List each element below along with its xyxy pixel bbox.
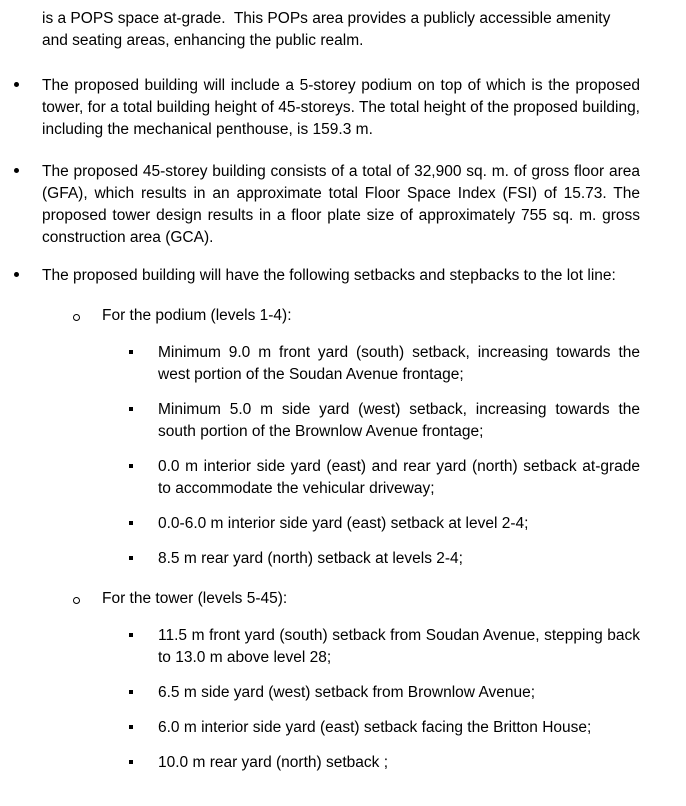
setback-item-interior-side-tower — [158, 717, 640, 739]
disc-bullet-icon — [14, 272, 19, 277]
disc-bullet-icon — [14, 168, 19, 173]
square-bullet-icon — [129, 725, 133, 729]
bullet-item-setbacks-intro — [42, 265, 640, 287]
circle-bullet-icon — [73, 314, 80, 321]
setback-text: 8.5 m rear yard (north) setback at levels 2-4; — [158, 550, 463, 567]
setback-text: 6.0 m interior side yard (east) setback facing the Britton House; — [158, 719, 592, 736]
square-bullet-icon — [129, 464, 133, 468]
setback-text: 0.0-6.0 m interior side yard (east) setback at level 2-4; — [158, 515, 529, 532]
square-bullet-icon — [129, 633, 133, 637]
sub-bullet-tower-heading — [102, 588, 640, 610]
setback-item-rear-yard-levels2-4 — [158, 548, 640, 570]
intro-paragraph — [42, 8, 640, 52]
setback-item-interior-side-rear-yard — [158, 456, 640, 500]
bullet-text: The proposed building will include a 5-storey podium on top of which is the proposed tower, for a total building height of 45-storeys. The total height of the proposed building, including the mechanical penthouse, is 159.3 m. — [42, 77, 640, 138]
setback-item-rear-yard-tower — [158, 752, 640, 774]
setback-item-interior-side-level2-4 — [158, 513, 640, 535]
setback-text: Minimum 5.0 m side yard (west) setback, increasing towards the south portion of the Brownlow Avenue frontage; — [158, 401, 640, 440]
setback-item-side-yard-podium — [158, 399, 640, 443]
circle-bullet-icon — [73, 597, 80, 604]
bullet-item-gross-floor-area — [42, 161, 640, 249]
square-bullet-icon — [129, 556, 133, 560]
bullet-item-building-height — [42, 75, 640, 141]
square-bullet-icon — [129, 760, 133, 764]
setback-text: 11.5 m front yard (south) setback from Soudan Avenue, stepping back to 13.0 m above level 28; — [158, 627, 640, 666]
setback-text: 0.0 m interior side yard (east) and rear yard (north) setback at-grade to accommodate the vehicular driveway; — [158, 458, 640, 497]
setback-item-front-yard-podium — [158, 342, 640, 386]
setback-text: 10.0 m rear yard (north) setback ; — [158, 754, 389, 771]
setback-text: Minimum 9.0 m front yard (south) setback, increasing towards the west portion of the Soudan Avenue frontage; — [158, 344, 640, 383]
sub-bullet-text: For the podium (levels 1-4): — [102, 307, 292, 324]
paragraph-text: is a POPS space at-grade. This POPs area provides a publicly accessible amenity and seating areas, enhancing the public realm. — [42, 10, 611, 49]
square-bullet-icon — [129, 690, 133, 694]
square-bullet-icon — [129, 521, 133, 525]
sub-bullet-podium-heading — [102, 305, 640, 327]
setback-item-side-yard-tower — [158, 682, 640, 704]
square-bullet-icon — [129, 350, 133, 354]
disc-bullet-icon — [14, 82, 19, 87]
setback-item-front-yard-tower — [158, 625, 640, 669]
bullet-text: The proposed building will have the following setbacks and stepbacks to the lot line: — [42, 267, 616, 284]
bullet-text: The proposed 45-storey building consists of a total of 32,900 sq. m. of gross floor area (GFA), which results in an approximate total Floor Space Index (FSI) of 15.73. The proposed tower design results in a floor plate size of approximately 755 sq. m. gross construction area (GCA). — [42, 163, 640, 246]
sub-bullet-text: For the tower (levels 5-45): — [102, 590, 288, 607]
setback-text: 6.5 m side yard (west) setback from Brownlow Avenue; — [158, 684, 536, 701]
square-bullet-icon — [129, 407, 133, 411]
